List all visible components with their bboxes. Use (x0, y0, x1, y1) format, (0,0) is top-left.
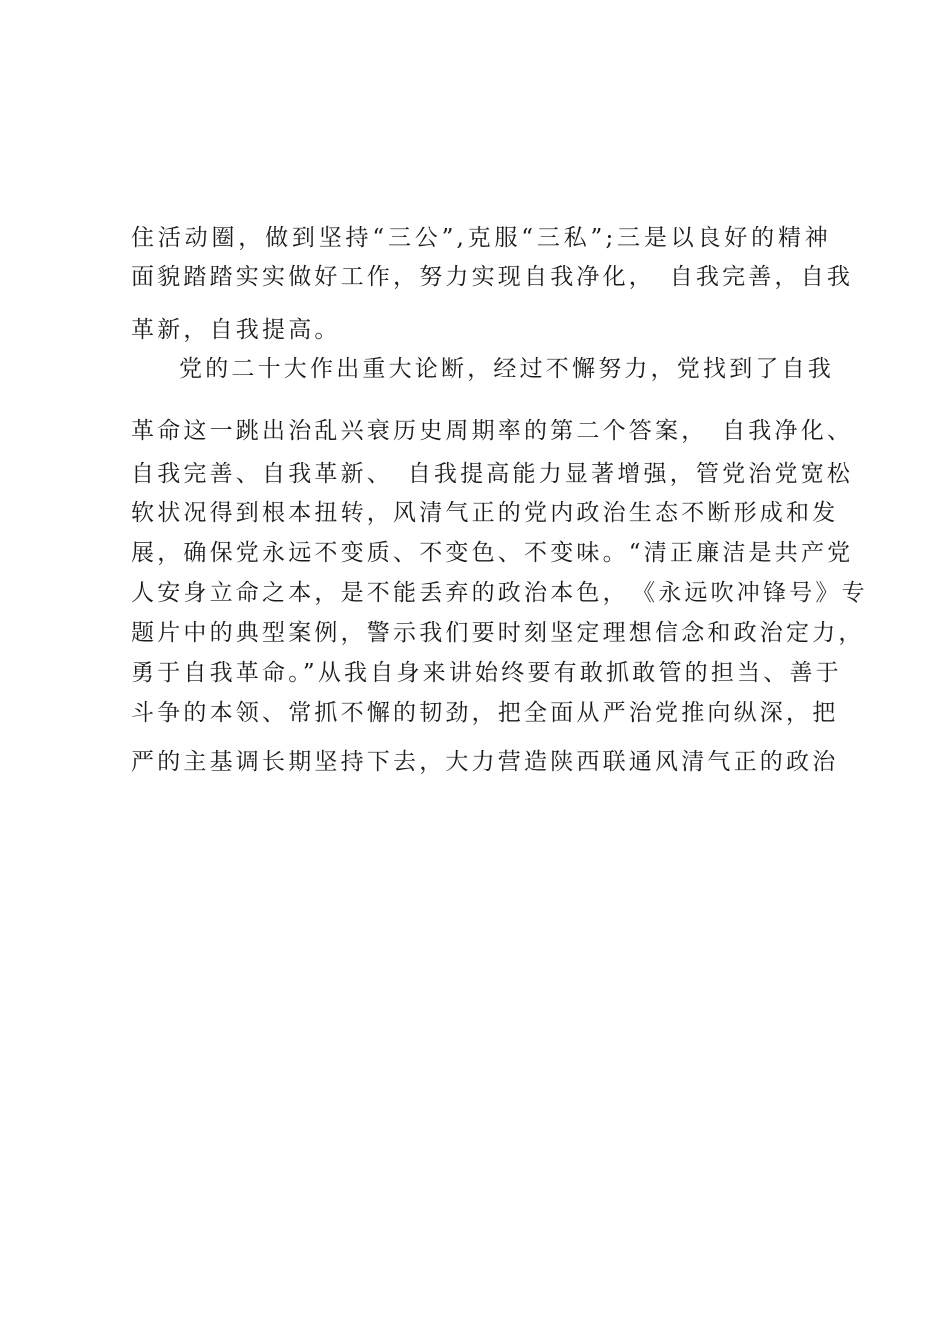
text-line-2: 面貌踏踏实实做好工作，努力实现自我净化， 自我完善，自我 (131, 264, 854, 290)
text-line-6: 自我完善、自我革新、 自我提高能力显著增强，管党治党宽松 (131, 461, 854, 487)
text-line-11: 勇于自我革命。”从我自身来讲始终要有敢抓敢管的担当、善于 (131, 660, 842, 686)
text-line-13: 严的主基调长期坚持下去，大力营造陕西联通风清气正的政治 (131, 749, 839, 775)
text-line-7: 软状况得到根本扭转，风清气正的党内政治生态不断形成和发 (131, 500, 839, 526)
text-line-10: 题片中的典型案例，警示我们要时刻坚定理想信念和政治定力， (131, 620, 865, 646)
text-line-9: 人安身立命之本，是不能丢弃的政治本色， 《永远吹冲锋号》专 (131, 580, 868, 606)
text-line-1: 住活动圈，做到坚持“三公”,克服“三私”;三是以良好的精神 (131, 225, 831, 251)
text-line-12: 斗争的本领、常抓不懈的韧劲，把全面从严治党推向纵深，把 (131, 700, 839, 726)
paragraph-2-first-line: 党的二十大作出重大论断，经过不懈努力，党找到了自我 (179, 356, 834, 382)
text-line-3: 革新，自我提高。 (131, 317, 341, 343)
text-line-5: 革命这一跳出治乱兴衰历史周期率的第二个答案， 自我净化、 (131, 418, 854, 444)
text-line-8: 展，确保党永远不变质、不变色、不变味。“清正廉洁是共产党 (131, 540, 854, 566)
